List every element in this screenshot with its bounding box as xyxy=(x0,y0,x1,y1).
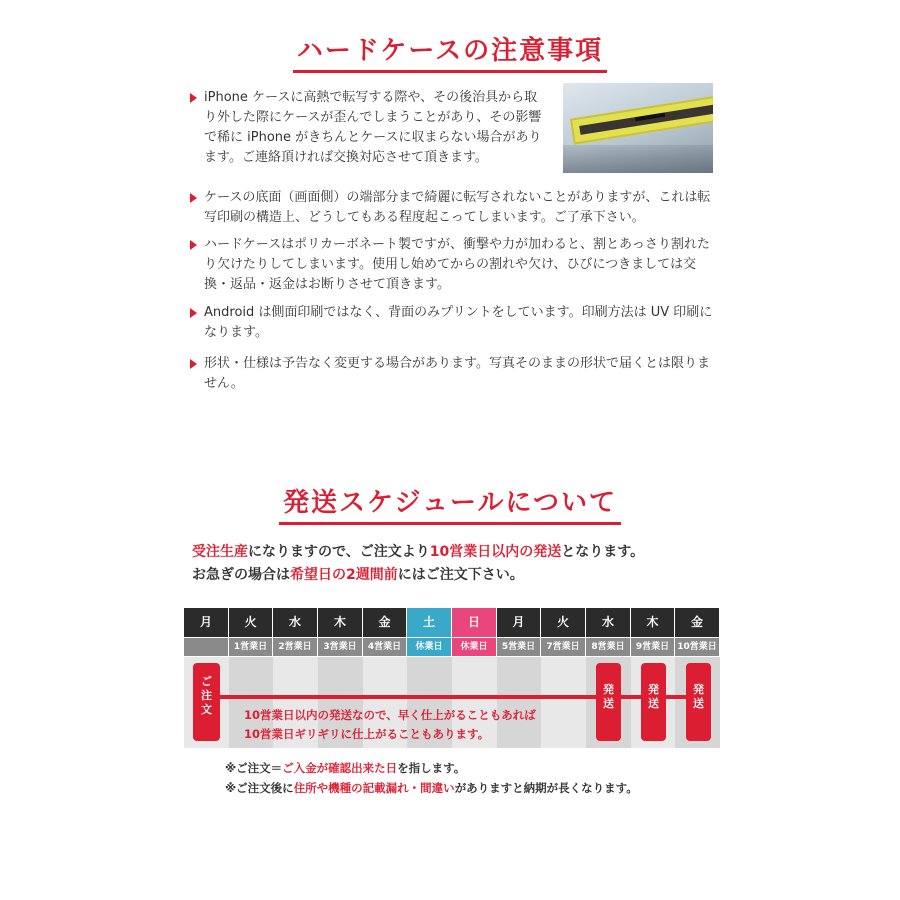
footnote: ※ご注文後に住所や機種の記載漏れ・間違いがありますと納期が長くなります。 xyxy=(225,781,638,795)
calendar-day-header: 水 xyxy=(273,608,317,637)
ship-tag: 発 送 xyxy=(686,663,711,741)
calendar-day-cell xyxy=(541,657,586,748)
calendar-day-header: 金 xyxy=(363,608,406,637)
calendar-day-label: 休業日 xyxy=(452,638,496,656)
calendar-day-label: 7営業日 xyxy=(541,638,585,656)
calendar-day-header: 土 xyxy=(407,608,451,637)
section-title-schedule: 発送スケジュールについて xyxy=(0,482,900,525)
note-item: 形状・仕様は予告なく変更する場合があります。写真そのままの形状で届くとは限りません。 xyxy=(190,354,720,394)
schedule-line xyxy=(220,695,700,699)
calendar-day-header: 月 xyxy=(497,608,540,637)
calendar-day-label xyxy=(184,638,228,656)
calendar-day-label: 休業日 xyxy=(407,638,451,656)
schedule-intro-line: お急ぎの場合は希望日の2週間前にはご注文下さい。 xyxy=(192,567,524,583)
calendar-day-header: 月 xyxy=(184,608,228,637)
order-tag: ご 注 文 xyxy=(193,663,220,741)
triangle-bullet-icon xyxy=(190,193,197,203)
note-item: iPhone ケースに高熱で転写する際や、その後治具から取り外した際にケースが歪んでしまうことがあり、その影響で稀に iPhone がきちんとケースに収まらない場合があります。ご連絡頂ければ交換対応させて頂きます。 xyxy=(190,88,550,168)
note-item: ケースの底面（画面側）の端部分まで綺麗に転写されないことがありますが、これは転写印刷の構造上、どうしてもある程度起こってしまいます。ご了承下さい。 xyxy=(190,188,720,228)
triangle-bullet-icon xyxy=(190,359,197,369)
calendar-day-label: 10営業日 xyxy=(675,638,719,656)
note-item: ハードケースはポリカーボネート製ですが、衝撃や力が加わると、割とあっさり割れたり欠けたりしてしまいます。使用し始めてからの割れや欠け、ひびにつきましては交換・返品・返金はお断りさせて頂きます。 xyxy=(190,235,720,295)
schedule-intro-line: 受注生産になりますので、ご注文より10営業日以内の発送となります。 xyxy=(192,544,645,560)
footnote: ※ご注文＝ご入金が確認出来た日を指します。 xyxy=(225,761,466,775)
calendar-day-header: 木 xyxy=(631,608,674,637)
note-item: Android は側面印刷ではなく、背面のみプリントをしています。印刷方法は UV 印刷になります。 xyxy=(190,303,720,343)
calendar-day-header: 火 xyxy=(541,608,585,637)
shipping-calendar xyxy=(184,608,720,748)
calendar-day-label: 8営業日 xyxy=(586,638,630,656)
phone-case-photo xyxy=(563,83,713,173)
triangle-bullet-icon xyxy=(190,308,197,318)
calendar-day-label: 3営業日 xyxy=(318,638,362,656)
calendar-day-header: 木 xyxy=(318,608,362,637)
calendar-note: 10営業日ギリギリに仕上がることもあります。 xyxy=(244,727,490,741)
ship-tag: 発 送 xyxy=(596,663,621,741)
calendar-day-label: 5営業日 xyxy=(497,638,540,656)
calendar-day-header: 火 xyxy=(229,608,272,637)
calendar-note: 10営業日以内の発送なので、早く仕上がることもあれば xyxy=(244,708,536,722)
ship-tag: 発 送 xyxy=(641,663,666,741)
calendar-day-label: 1営業日 xyxy=(229,638,272,656)
triangle-bullet-icon xyxy=(190,93,197,103)
calendar-day-header: 金 xyxy=(675,608,719,637)
calendar-day-cell xyxy=(497,657,541,748)
calendar-day-header: 日 xyxy=(452,608,496,637)
calendar-day-label: 2営業日 xyxy=(273,638,317,656)
calendar-day-header: 水 xyxy=(586,608,630,637)
calendar-day-label: 4営業日 xyxy=(363,638,406,656)
calendar-day-label: 9営業日 xyxy=(631,638,674,656)
section-title-hardcase: ハードケースの注意事項 xyxy=(0,30,900,73)
triangle-bullet-icon xyxy=(190,240,197,250)
